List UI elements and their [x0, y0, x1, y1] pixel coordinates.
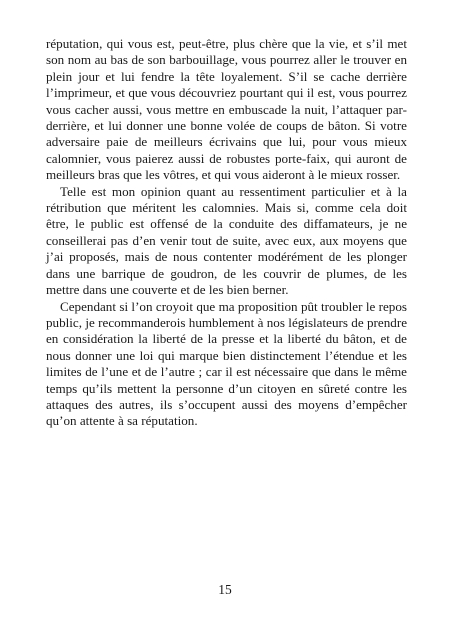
- paragraph-3: Cependant si l’on croyoit que ma proposition pût troubler le repos public, je recommanderois humblement à nos législateurs de prendre en considération la liberté de la presse et la liberté du bâton, et de nous donner une loi qui marque bien distinctement l’étendue et les limites de l’une et de l’autre ; car il est nécessaire que dans le même temps qu’ils mettent la personne d’un citoyen en sûreté contre les attaques des autres, ils s’occupent aussi des moyens d’empêcher qu’on attente à sa réputation.: [46, 298, 407, 429]
- body-text: [46, 36, 407, 430]
- paragraph-2: Telle est mon opinion quant au ressentiment particulier et à la rétribution que méritent les calomnies. Mais si, comme cela doit être, le public est offensé de la conduite des diffamateurs, je ne conseillerai pas d’en venir tout de suite, avec eux, aux moyens que j’ai proposés, mais de nous contenter modérément de les plonger dans une barrique de goudron, de les couvrir de plumes, de les mettre dans une couverte et de les bien berner.: [46, 183, 407, 298]
- page-number: 15: [218, 582, 232, 597]
- paragraph-1: réputation, qui vous est, peut-être, plus chère que la vie, et s’il met son nom au bas de son barbouillage, vous pourrez aller le trouver en plein jour et lui fendre la tête loyalement. S’il se cache derrière l’imprimeur, et que vous découvriez pourtant qui il est, vous pourrez vous cacher aussi, vous mettre en embuscade la nuit, l’attaquer par-derrière, et lui donner une bonne volée de coups de bâton. Si votre adversaire paie de meilleurs écrivains que lui, pour vous mieux calomnier, vous paierez aussi de robustes porte-faix, qui auront de meilleurs bras que les vôtres, et qui vous aideront à le mieux rosser.: [46, 36, 407, 183]
